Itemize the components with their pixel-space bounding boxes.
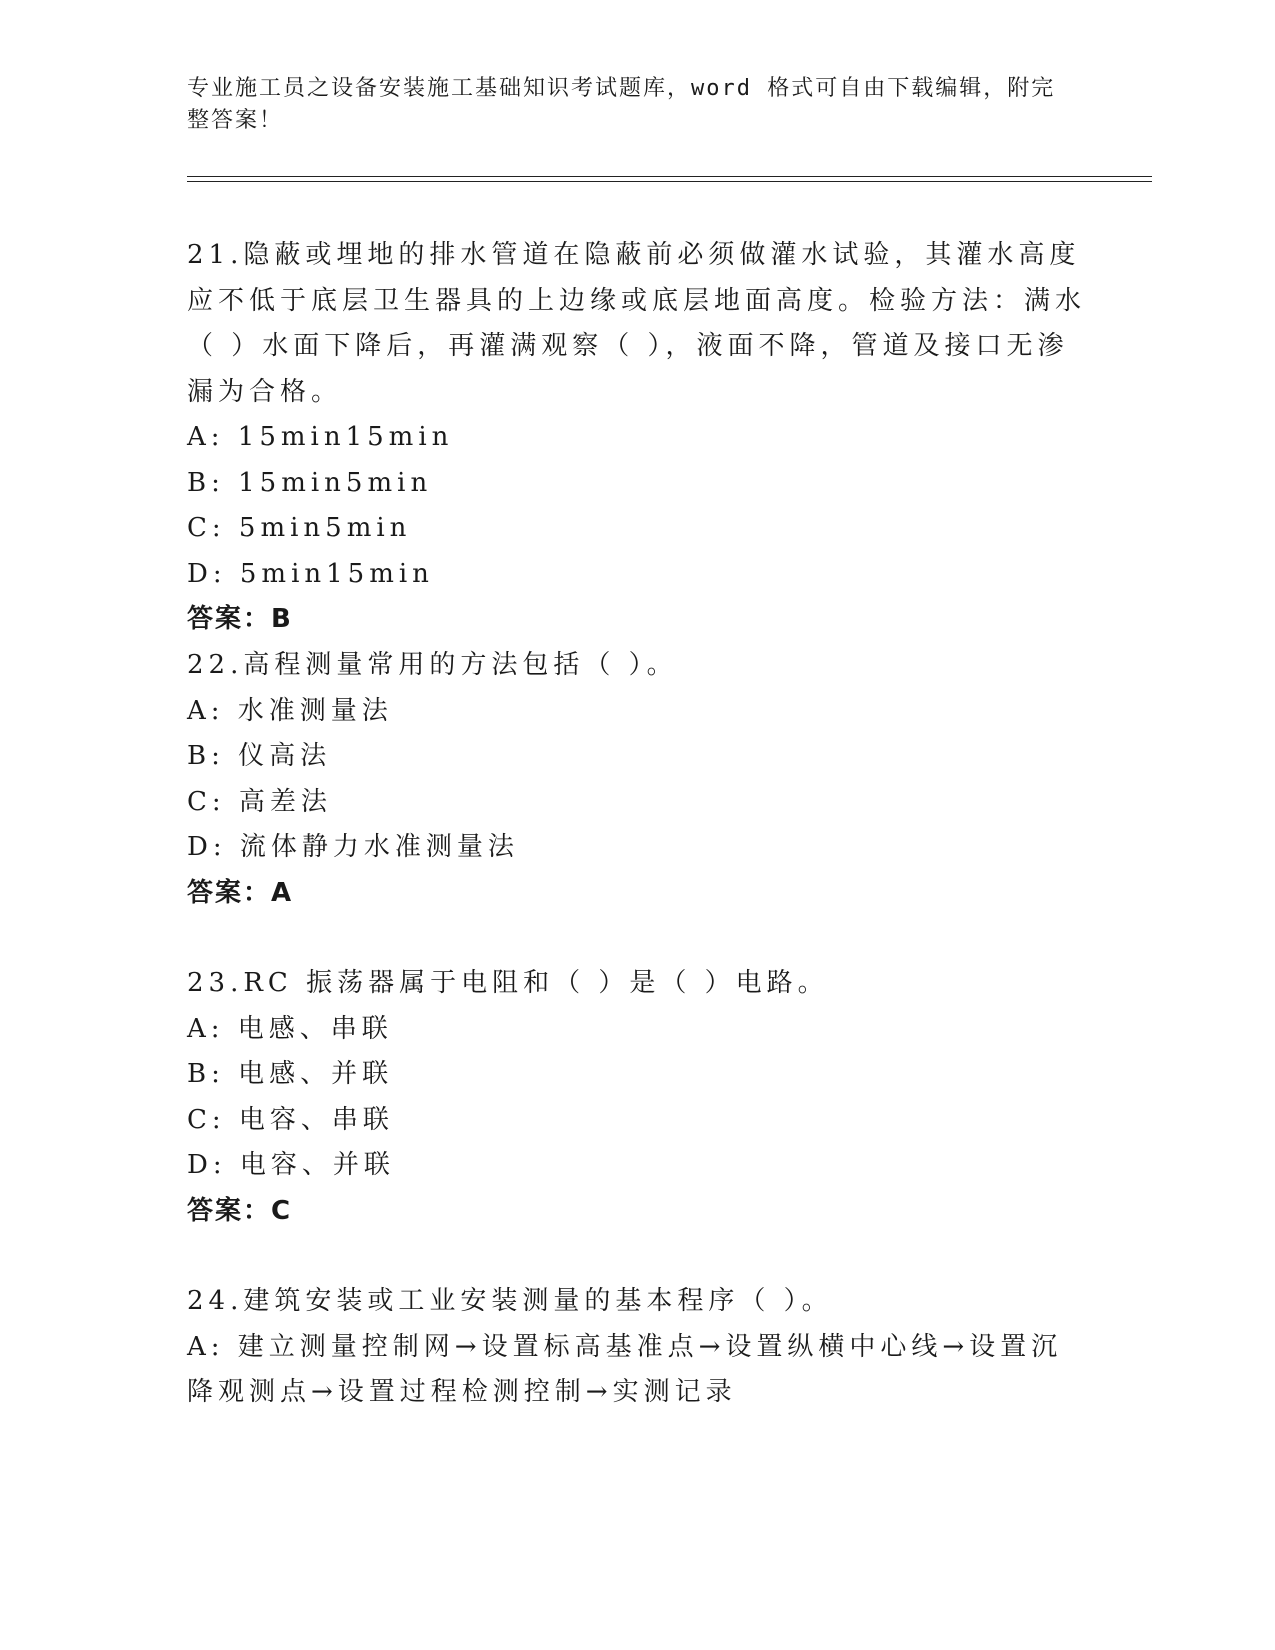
answer: 答案：C bbox=[187, 1195, 293, 1226]
option-b: B: 15min5min bbox=[187, 467, 433, 498]
option-d: D: 电容、并联 bbox=[187, 1150, 395, 1180]
question-stem: 22.高程测量常用的方法包括（ ）。 bbox=[187, 650, 678, 680]
answer: 答案：B bbox=[187, 604, 293, 634]
question-23 bbox=[187, 961, 1087, 1234]
option-c: C: 高差法 bbox=[187, 786, 332, 817]
option-c: C: 电容、串联 bbox=[187, 1104, 394, 1135]
option-d: D: 流体静力水准测量法 bbox=[187, 832, 519, 862]
header-divider-bottom bbox=[187, 181, 1152, 182]
question-stem: 23.RC 振荡器属于电阻和（ ）是（ ）电路。 bbox=[187, 968, 829, 998]
header-divider-top bbox=[187, 176, 1152, 177]
option-a: A: 15min15min bbox=[187, 422, 454, 452]
option-b: B: 电感、并联 bbox=[187, 1059, 394, 1089]
question-stem: 24.建筑安装或工业安装测量的基本程序（ ）。 bbox=[187, 1286, 833, 1316]
document-header: 专业施工员之设备安装施工基础知识考试题库，word 格式可自由下载编辑，附完整答案！ bbox=[187, 76, 1056, 133]
answer: 答案：A bbox=[187, 877, 294, 908]
question-21 bbox=[187, 233, 1087, 643]
question-24 bbox=[187, 1279, 1087, 1416]
option-a: A: 电感、串联 bbox=[187, 1013, 393, 1044]
question-stem: 21.隐蔽或埋地的排水管道在隐蔽前必须做灌水试验，其灌水高度应不低于底层卫生器具的上边缘或底层地面高度。检验方法：满水（ ）水面下降后，再灌满观察（ ），液面不降，管道及接口无渗漏为合格。 bbox=[187, 240, 1087, 407]
option-a: A: 水准测量法 bbox=[187, 695, 393, 726]
option-b: B: 仪高法 bbox=[187, 741, 332, 771]
option-a: A: 建立测量控制网→设置标高基准点→设置纵横中心线→设置沉降观测点→设置过程检测控制→实测记录 bbox=[187, 1331, 1063, 1407]
option-c: C: 5min5min bbox=[187, 513, 412, 543]
question-22 bbox=[187, 643, 1087, 916]
option-d: D: 5min15min bbox=[187, 558, 434, 589]
